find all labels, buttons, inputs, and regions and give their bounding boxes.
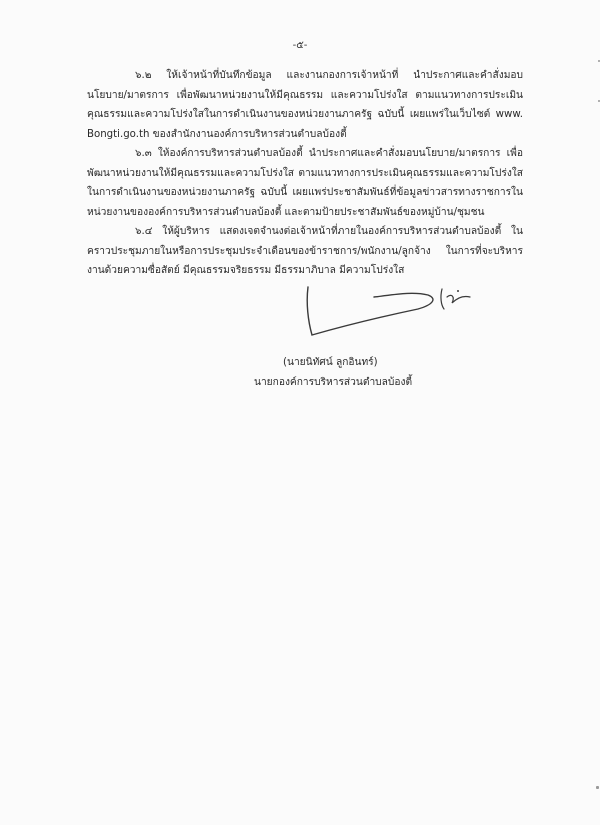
document-body [87,66,523,281]
paragraph-6-3: ๖.๓ ให้องค์การบริหารส่วนตำบลบ้องตี้ นำประกาศและคำสั่งมอบนโยบาย/มาตรการ เพื่อพัฒนาหน่วยงานให้มีคุณธรรมและความโปร่งใส ตามแนวทางการประเมินคุณธรรมและความโปร่งใสในการดำเนินงานของหน่วยงานภาครัฐ ฉบับนี้ เผยแพร่ประชาสัมพันธ์ที่ข้อมูลข่าวสารทางราชการในหน่วยงานขององค์การบริหารส่วนตำบลบ้องตี้ และตามป้ายประชาสัมพันธ์ของหมู่บ้าน/ชุมชน [87,148,523,218]
handwritten-signature [300,283,480,339]
signatory-title: นายกองค์การบริหารส่วนตำบลบ้องตี้ [254,377,413,388]
page-number: -๕- [292,40,308,51]
paragraph-6-2: ๖.๒ ให้เจ้าหน้าที่บันทึกข้อมูล และงานกองการเจ้าหน้าที่ นำประกาศและคำสั่งมอบนโยบาย/มาตรการ เพื่อพัฒนาหน่วยงานให้มีคุณธรรม และความโปร่งใส ตามแนวทางการประเมินคุณธรรมและความโปร่งใสในการดำเนินงานของหน่วยงานภาครัฐ ฉบับนี้ เผยแพร่ในเว็บไซต์ www. Bongti.go.th ของสำนักงานองค์การบริหารส่วนตำบลบ้องตี้ [87,70,523,140]
signatory-name: (นายนิทัศน์ ลูกอินทร์) [283,357,378,368]
paragraph-6-4: ๖.๔ ให้ผู้บริหาร แสดงเจตจำนงต่อเจ้าหน้าที่ภายในองค์การบริหารส่วนตำบลบ้องตี้ ในคราวประชุมภายในหรือการประชุมประจำเดือนของข้าราชการ/พนักงาน/ลูกจ้าง ในการที่จะบริหารงานด้วยความซื่อสัตย์ มีคุณธรรมจริยธรรม มีธรรมาภิบาล มีความโปร่งใส [87,226,523,276]
scan-speck [596,786,599,789]
